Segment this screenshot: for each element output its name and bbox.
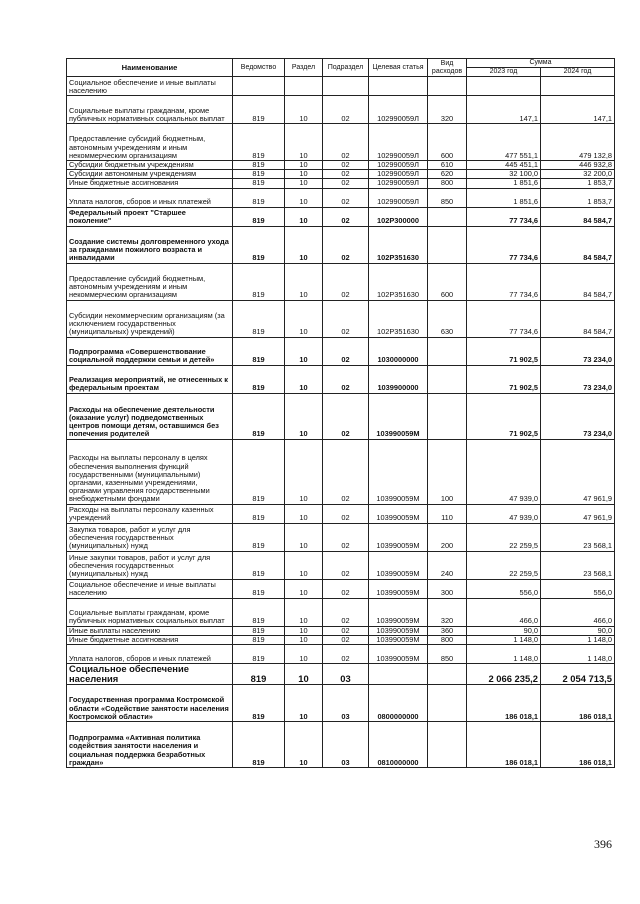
row-target-article: 102P351630 bbox=[369, 300, 428, 337]
row-vedomstvo: 819 bbox=[233, 207, 285, 226]
row-sum-2023: 22 259,5 bbox=[467, 523, 541, 551]
table-row bbox=[67, 161, 615, 170]
row-target-article: 1030000000 bbox=[369, 337, 428, 365]
row-razdel: 10 bbox=[285, 393, 323, 439]
row-sum-2023: 1 851,6 bbox=[467, 179, 541, 188]
row-sum-2024: 1 853,7 bbox=[541, 179, 615, 188]
row-podrazdel: 02 bbox=[323, 226, 369, 263]
row-podrazdel: 02 bbox=[323, 523, 369, 551]
row-expense-type: 110 bbox=[428, 504, 467, 523]
table-row bbox=[67, 170, 615, 179]
table-row bbox=[67, 664, 615, 685]
row-target-article: 103990059М bbox=[369, 635, 428, 644]
row-vedomstvo: 819 bbox=[233, 263, 285, 300]
row-expense-type: 600 bbox=[428, 263, 467, 300]
row-expense-type: 200 bbox=[428, 523, 467, 551]
row-podrazdel: 02 bbox=[323, 161, 369, 170]
row-vedomstvo: 819 bbox=[233, 365, 285, 393]
table-row bbox=[67, 722, 615, 768]
row-name: Государственная программа Костромской области «Содействие занятости населения Костромской области» bbox=[67, 685, 233, 722]
row-sum-2023: 22 259,5 bbox=[467, 551, 541, 579]
row-vedomstvo bbox=[233, 77, 285, 96]
row-name: Социальное обеспечение населения bbox=[67, 664, 233, 685]
row-name: Уплата налогов, сборов и иных платежей bbox=[67, 188, 233, 207]
row-expense-type bbox=[428, 722, 467, 768]
row-sum-2023 bbox=[467, 77, 541, 96]
row-name: Расходы на выплаты персоналу казенных учреждений bbox=[67, 504, 233, 523]
row-name: Создание системы долговременного ухода за гражданами пожилого возраста и инвалидами bbox=[67, 226, 233, 263]
row-vedomstvo: 819 bbox=[233, 226, 285, 263]
row-razdel: 10 bbox=[285, 551, 323, 579]
row-vedomstvo: 819 bbox=[233, 645, 285, 664]
row-podrazdel: 02 bbox=[323, 96, 369, 124]
row-razdel bbox=[285, 77, 323, 96]
row-target-article: 102990059Л bbox=[369, 188, 428, 207]
table-row bbox=[67, 504, 615, 523]
table-row bbox=[67, 96, 615, 124]
row-name: Закупка товаров, работ и услуг для обеспечения государственных (муниципальных) нужд bbox=[67, 523, 233, 551]
row-podrazdel: 02 bbox=[323, 579, 369, 598]
table-row bbox=[67, 439, 615, 504]
row-vedomstvo: 819 bbox=[233, 439, 285, 504]
row-expense-type bbox=[428, 207, 467, 226]
row-name: Реализация мероприятий, не отнесенных к федеральным проектам bbox=[67, 365, 233, 393]
table-row bbox=[67, 635, 615, 644]
row-podrazdel: 02 bbox=[323, 337, 369, 365]
row-razdel: 10 bbox=[285, 170, 323, 179]
row-razdel: 10 bbox=[285, 685, 323, 722]
table-row bbox=[67, 579, 615, 598]
row-sum-2024: 147,1 bbox=[541, 96, 615, 124]
row-sum-2023: 77 734,6 bbox=[467, 207, 541, 226]
row-name: Расходы на выплаты персоналу в целях обеспечения выполнения функций государственными (муниципальными) органами, казенными учреждениями, органами управления государственными внебюджетными фондами bbox=[67, 439, 233, 504]
header-sum: Сумма bbox=[467, 59, 615, 68]
row-name: Социальное обеспечение и иные выплаты населению bbox=[67, 579, 233, 598]
row-sum-2023: 77 734,6 bbox=[467, 300, 541, 337]
table-row bbox=[67, 300, 615, 337]
header-vedomstvo: Ведомство bbox=[233, 59, 285, 77]
row-expense-type bbox=[428, 77, 467, 96]
row-razdel: 10 bbox=[285, 645, 323, 664]
row-expense-type bbox=[428, 393, 467, 439]
row-target-article bbox=[369, 664, 428, 685]
row-razdel: 10 bbox=[285, 579, 323, 598]
row-target-article: 0810000000 bbox=[369, 722, 428, 768]
row-expense-type: 800 bbox=[428, 179, 467, 188]
row-razdel: 10 bbox=[285, 161, 323, 170]
row-name: Социальные выплаты гражданам, кроме публичных нормативных социальных выплат bbox=[67, 598, 233, 626]
row-vedomstvo: 819 bbox=[233, 393, 285, 439]
row-expense-type: 800 bbox=[428, 635, 467, 644]
row-sum-2023: 2 066 235,2 bbox=[467, 664, 541, 685]
row-expense-type bbox=[428, 664, 467, 685]
row-expense-type: 620 bbox=[428, 170, 467, 179]
table-body bbox=[67, 77, 615, 768]
row-sum-2023: 1 851,6 bbox=[467, 188, 541, 207]
row-vedomstvo: 819 bbox=[233, 170, 285, 179]
table-row bbox=[67, 365, 615, 393]
row-razdel: 10 bbox=[285, 504, 323, 523]
row-name: Подпрограмма «Активная политика содействия занятости населения и социальная поддержка безработных граждан» bbox=[67, 722, 233, 768]
row-target-article: 102990059Л bbox=[369, 170, 428, 179]
row-vedomstvo: 819 bbox=[233, 635, 285, 644]
row-sum-2024: 84 584,7 bbox=[541, 263, 615, 300]
row-vedomstvo: 819 bbox=[233, 551, 285, 579]
row-name: Иные выплаты населению bbox=[67, 626, 233, 635]
row-podrazdel: 03 bbox=[323, 685, 369, 722]
row-razdel: 10 bbox=[285, 226, 323, 263]
row-name: Субсидии автономным учреждениям bbox=[67, 170, 233, 179]
row-name: Подпрограмма «Совершенствование социальной поддержки семьи и детей» bbox=[67, 337, 233, 365]
row-razdel: 10 bbox=[285, 96, 323, 124]
row-sum-2023: 71 902,5 bbox=[467, 337, 541, 365]
row-podrazdel: 02 bbox=[323, 179, 369, 188]
row-sum-2023: 556,0 bbox=[467, 579, 541, 598]
row-expense-type: 850 bbox=[428, 188, 467, 207]
row-vedomstvo: 819 bbox=[233, 523, 285, 551]
row-target-article bbox=[369, 77, 428, 96]
row-vedomstvo: 819 bbox=[233, 300, 285, 337]
row-sum-2023: 186 018,1 bbox=[467, 722, 541, 768]
row-podrazdel: 02 bbox=[323, 188, 369, 207]
row-target-article: 103990059М bbox=[369, 523, 428, 551]
row-razdel: 10 bbox=[285, 523, 323, 551]
table-row bbox=[67, 124, 615, 161]
header-podrazdel: Подраздел bbox=[323, 59, 369, 77]
row-sum-2024 bbox=[541, 77, 615, 96]
row-sum-2024: 32 200,0 bbox=[541, 170, 615, 179]
row-expense-type: 360 bbox=[428, 626, 467, 635]
row-sum-2024: 1 853,7 bbox=[541, 188, 615, 207]
row-sum-2023: 47 939,0 bbox=[467, 504, 541, 523]
row-sum-2024: 73 234,0 bbox=[541, 393, 615, 439]
row-name: Уплата налогов, сборов и иных платежей bbox=[67, 645, 233, 664]
row-sum-2024: 556,0 bbox=[541, 579, 615, 598]
row-sum-2024: 479 132,8 bbox=[541, 124, 615, 161]
row-podrazdel: 02 bbox=[323, 365, 369, 393]
row-sum-2023: 1 148,0 bbox=[467, 645, 541, 664]
row-sum-2024: 466,0 bbox=[541, 598, 615, 626]
row-sum-2024: 84 584,7 bbox=[541, 207, 615, 226]
row-sum-2023: 477 551,1 bbox=[467, 124, 541, 161]
row-podrazdel: 03 bbox=[323, 664, 369, 685]
row-sum-2023: 186 018,1 bbox=[467, 685, 541, 722]
row-expense-type: 320 bbox=[428, 96, 467, 124]
row-sum-2023: 445 451,1 bbox=[467, 161, 541, 170]
table-row bbox=[67, 337, 615, 365]
row-target-article: 102990059Л bbox=[369, 179, 428, 188]
row-name: Расходы на обеспечение деятельности (оказание услуг) подведомственных центров помощи детям, оставшимся без попечения родителей bbox=[67, 393, 233, 439]
row-sum-2024: 47 961,9 bbox=[541, 504, 615, 523]
row-expense-type: 850 bbox=[428, 645, 467, 664]
table-row bbox=[67, 188, 615, 207]
row-target-article: 1039900000 bbox=[369, 365, 428, 393]
row-target-article: 103990059М bbox=[369, 551, 428, 579]
row-podrazdel: 02 bbox=[323, 598, 369, 626]
row-target-article: 103990059М bbox=[369, 645, 428, 664]
row-name: Иные бюджетные ассигнования bbox=[67, 179, 233, 188]
row-target-article: 102990059Л bbox=[369, 124, 428, 161]
row-sum-2023: 77 734,6 bbox=[467, 263, 541, 300]
row-sum-2024: 2 054 713,5 bbox=[541, 664, 615, 685]
row-podrazdel: 02 bbox=[323, 393, 369, 439]
table-row bbox=[67, 179, 615, 188]
row-vedomstvo: 819 bbox=[233, 337, 285, 365]
table-row bbox=[67, 685, 615, 722]
row-sum-2024: 84 584,7 bbox=[541, 300, 615, 337]
row-vedomstvo: 819 bbox=[233, 96, 285, 124]
row-sum-2024: 47 961,9 bbox=[541, 439, 615, 504]
row-vedomstvo: 819 bbox=[233, 579, 285, 598]
header-expense-type: Вид расходов bbox=[428, 59, 467, 77]
header-year-2023: 2023 год bbox=[467, 68, 541, 77]
row-name: Субсидии бюджетным учреждениям bbox=[67, 161, 233, 170]
row-razdel: 10 bbox=[285, 664, 323, 685]
table-row bbox=[67, 263, 615, 300]
row-target-article: 103990059М bbox=[369, 626, 428, 635]
row-sum-2023: 71 902,5 bbox=[467, 365, 541, 393]
row-expense-type bbox=[428, 337, 467, 365]
row-vedomstvo: 819 bbox=[233, 664, 285, 685]
row-sum-2024: 23 568,1 bbox=[541, 523, 615, 551]
row-target-article: 0800000000 bbox=[369, 685, 428, 722]
row-expense-type: 630 bbox=[428, 300, 467, 337]
row-razdel: 10 bbox=[285, 124, 323, 161]
row-razdel: 10 bbox=[285, 365, 323, 393]
row-sum-2024: 1 148,0 bbox=[541, 635, 615, 644]
row-name: Социальное обеспечение и иные выплаты населению bbox=[67, 77, 233, 96]
row-vedomstvo: 819 bbox=[233, 161, 285, 170]
row-podrazdel: 02 bbox=[323, 551, 369, 579]
row-target-article: 103990059М bbox=[369, 579, 428, 598]
row-razdel: 10 bbox=[285, 439, 323, 504]
row-target-article: 102P351630 bbox=[369, 226, 428, 263]
row-sum-2023: 90,0 bbox=[467, 626, 541, 635]
row-sum-2023: 147,1 bbox=[467, 96, 541, 124]
row-vedomstvo: 819 bbox=[233, 685, 285, 722]
row-sum-2023: 71 902,5 bbox=[467, 393, 541, 439]
row-expense-type bbox=[428, 365, 467, 393]
row-sum-2024: 446 932,8 bbox=[541, 161, 615, 170]
row-sum-2024: 84 584,7 bbox=[541, 226, 615, 263]
row-podrazdel: 02 bbox=[323, 635, 369, 644]
row-razdel: 10 bbox=[285, 635, 323, 644]
row-sum-2024: 73 234,0 bbox=[541, 337, 615, 365]
row-sum-2024: 90,0 bbox=[541, 626, 615, 635]
row-expense-type: 600 bbox=[428, 124, 467, 161]
row-razdel: 10 bbox=[285, 300, 323, 337]
row-target-article: 103990059М bbox=[369, 393, 428, 439]
row-razdel: 10 bbox=[285, 626, 323, 635]
row-target-article: 103990059М bbox=[369, 439, 428, 504]
row-podrazdel: 02 bbox=[323, 170, 369, 179]
row-vedomstvo: 819 bbox=[233, 504, 285, 523]
row-expense-type: 100 bbox=[428, 439, 467, 504]
row-podrazdel bbox=[323, 77, 369, 96]
table-row bbox=[67, 207, 615, 226]
table-row bbox=[67, 77, 615, 96]
row-razdel: 10 bbox=[285, 179, 323, 188]
row-name: Предоставление субсидий бюджетным, автономным учреждениям и иным некоммерческим организациям bbox=[67, 263, 233, 300]
row-target-article: 102990059Л bbox=[369, 161, 428, 170]
row-name: Социальные выплаты гражданам, кроме публичных нормативных социальных выплат bbox=[67, 96, 233, 124]
row-razdel: 10 bbox=[285, 188, 323, 207]
row-podrazdel: 02 bbox=[323, 645, 369, 664]
row-target-article: 103990059М bbox=[369, 598, 428, 626]
row-sum-2023: 77 734,6 bbox=[467, 226, 541, 263]
row-sum-2023: 1 148,0 bbox=[467, 635, 541, 644]
row-sum-2024: 1 148,0 bbox=[541, 645, 615, 664]
row-podrazdel: 02 bbox=[323, 626, 369, 635]
row-target-article: 102P300000 bbox=[369, 207, 428, 226]
header-year-2024: 2024 год bbox=[541, 68, 615, 77]
table-row bbox=[67, 645, 615, 664]
row-vedomstvo: 819 bbox=[233, 188, 285, 207]
table-row bbox=[67, 598, 615, 626]
row-razdel: 10 bbox=[285, 598, 323, 626]
row-razdel: 10 bbox=[285, 722, 323, 768]
row-expense-type bbox=[428, 685, 467, 722]
row-target-article: 103990059М bbox=[369, 504, 428, 523]
row-vedomstvo: 819 bbox=[233, 722, 285, 768]
row-razdel: 10 bbox=[285, 207, 323, 226]
row-podrazdel: 02 bbox=[323, 300, 369, 337]
header-name: Наименование bbox=[67, 59, 233, 77]
row-expense-type: 610 bbox=[428, 161, 467, 170]
row-sum-2023: 32 100,0 bbox=[467, 170, 541, 179]
row-expense-type: 240 bbox=[428, 551, 467, 579]
row-sum-2024: 73 234,0 bbox=[541, 365, 615, 393]
table-row bbox=[67, 393, 615, 439]
row-name: Предоставление субсидий бюджетным, автономным учреждениям и иным некоммерческим организациям bbox=[67, 124, 233, 161]
row-razdel: 10 bbox=[285, 263, 323, 300]
table-row bbox=[67, 523, 615, 551]
row-vedomstvo: 819 bbox=[233, 124, 285, 161]
row-target-article: 102990059Л bbox=[369, 96, 428, 124]
header-target-article: Целевая статья bbox=[369, 59, 428, 77]
row-expense-type: 300 bbox=[428, 579, 467, 598]
row-name: Федеральный проект "Старшее поколение" bbox=[67, 207, 233, 226]
row-vedomstvo: 819 bbox=[233, 179, 285, 188]
row-name: Иные закупки товаров, работ и услуг для обеспечения государственных (муниципальных) нужд bbox=[67, 551, 233, 579]
row-sum-2023: 466,0 bbox=[467, 598, 541, 626]
row-sum-2024: 186 018,1 bbox=[541, 722, 615, 768]
row-podrazdel: 03 bbox=[323, 722, 369, 768]
budget-table bbox=[66, 58, 615, 768]
row-expense-type: 320 bbox=[428, 598, 467, 626]
row-vedomstvo: 819 bbox=[233, 598, 285, 626]
table-row bbox=[67, 626, 615, 635]
row-podrazdel: 02 bbox=[323, 207, 369, 226]
row-podrazdel: 02 bbox=[323, 263, 369, 300]
page-number: 396 bbox=[594, 837, 612, 851]
header-razdel: Раздел bbox=[285, 59, 323, 77]
row-sum-2023: 47 939,0 bbox=[467, 439, 541, 504]
row-podrazdel: 02 bbox=[323, 504, 369, 523]
row-name: Субсидии некоммерческим организациям (за исключением государственных (муниципальных) учреждений) bbox=[67, 300, 233, 337]
row-vedomstvo: 819 bbox=[233, 626, 285, 635]
row-razdel: 10 bbox=[285, 337, 323, 365]
row-podrazdel: 02 bbox=[323, 439, 369, 504]
row-name: Иные бюджетные ассигнования bbox=[67, 635, 233, 644]
row-target-article: 102P351630 bbox=[369, 263, 428, 300]
row-sum-2024: 23 568,1 bbox=[541, 551, 615, 579]
row-expense-type bbox=[428, 226, 467, 263]
table-row bbox=[67, 226, 615, 263]
row-podrazdel: 02 bbox=[323, 124, 369, 161]
row-sum-2024: 186 018,1 bbox=[541, 685, 615, 722]
table-row bbox=[67, 551, 615, 579]
